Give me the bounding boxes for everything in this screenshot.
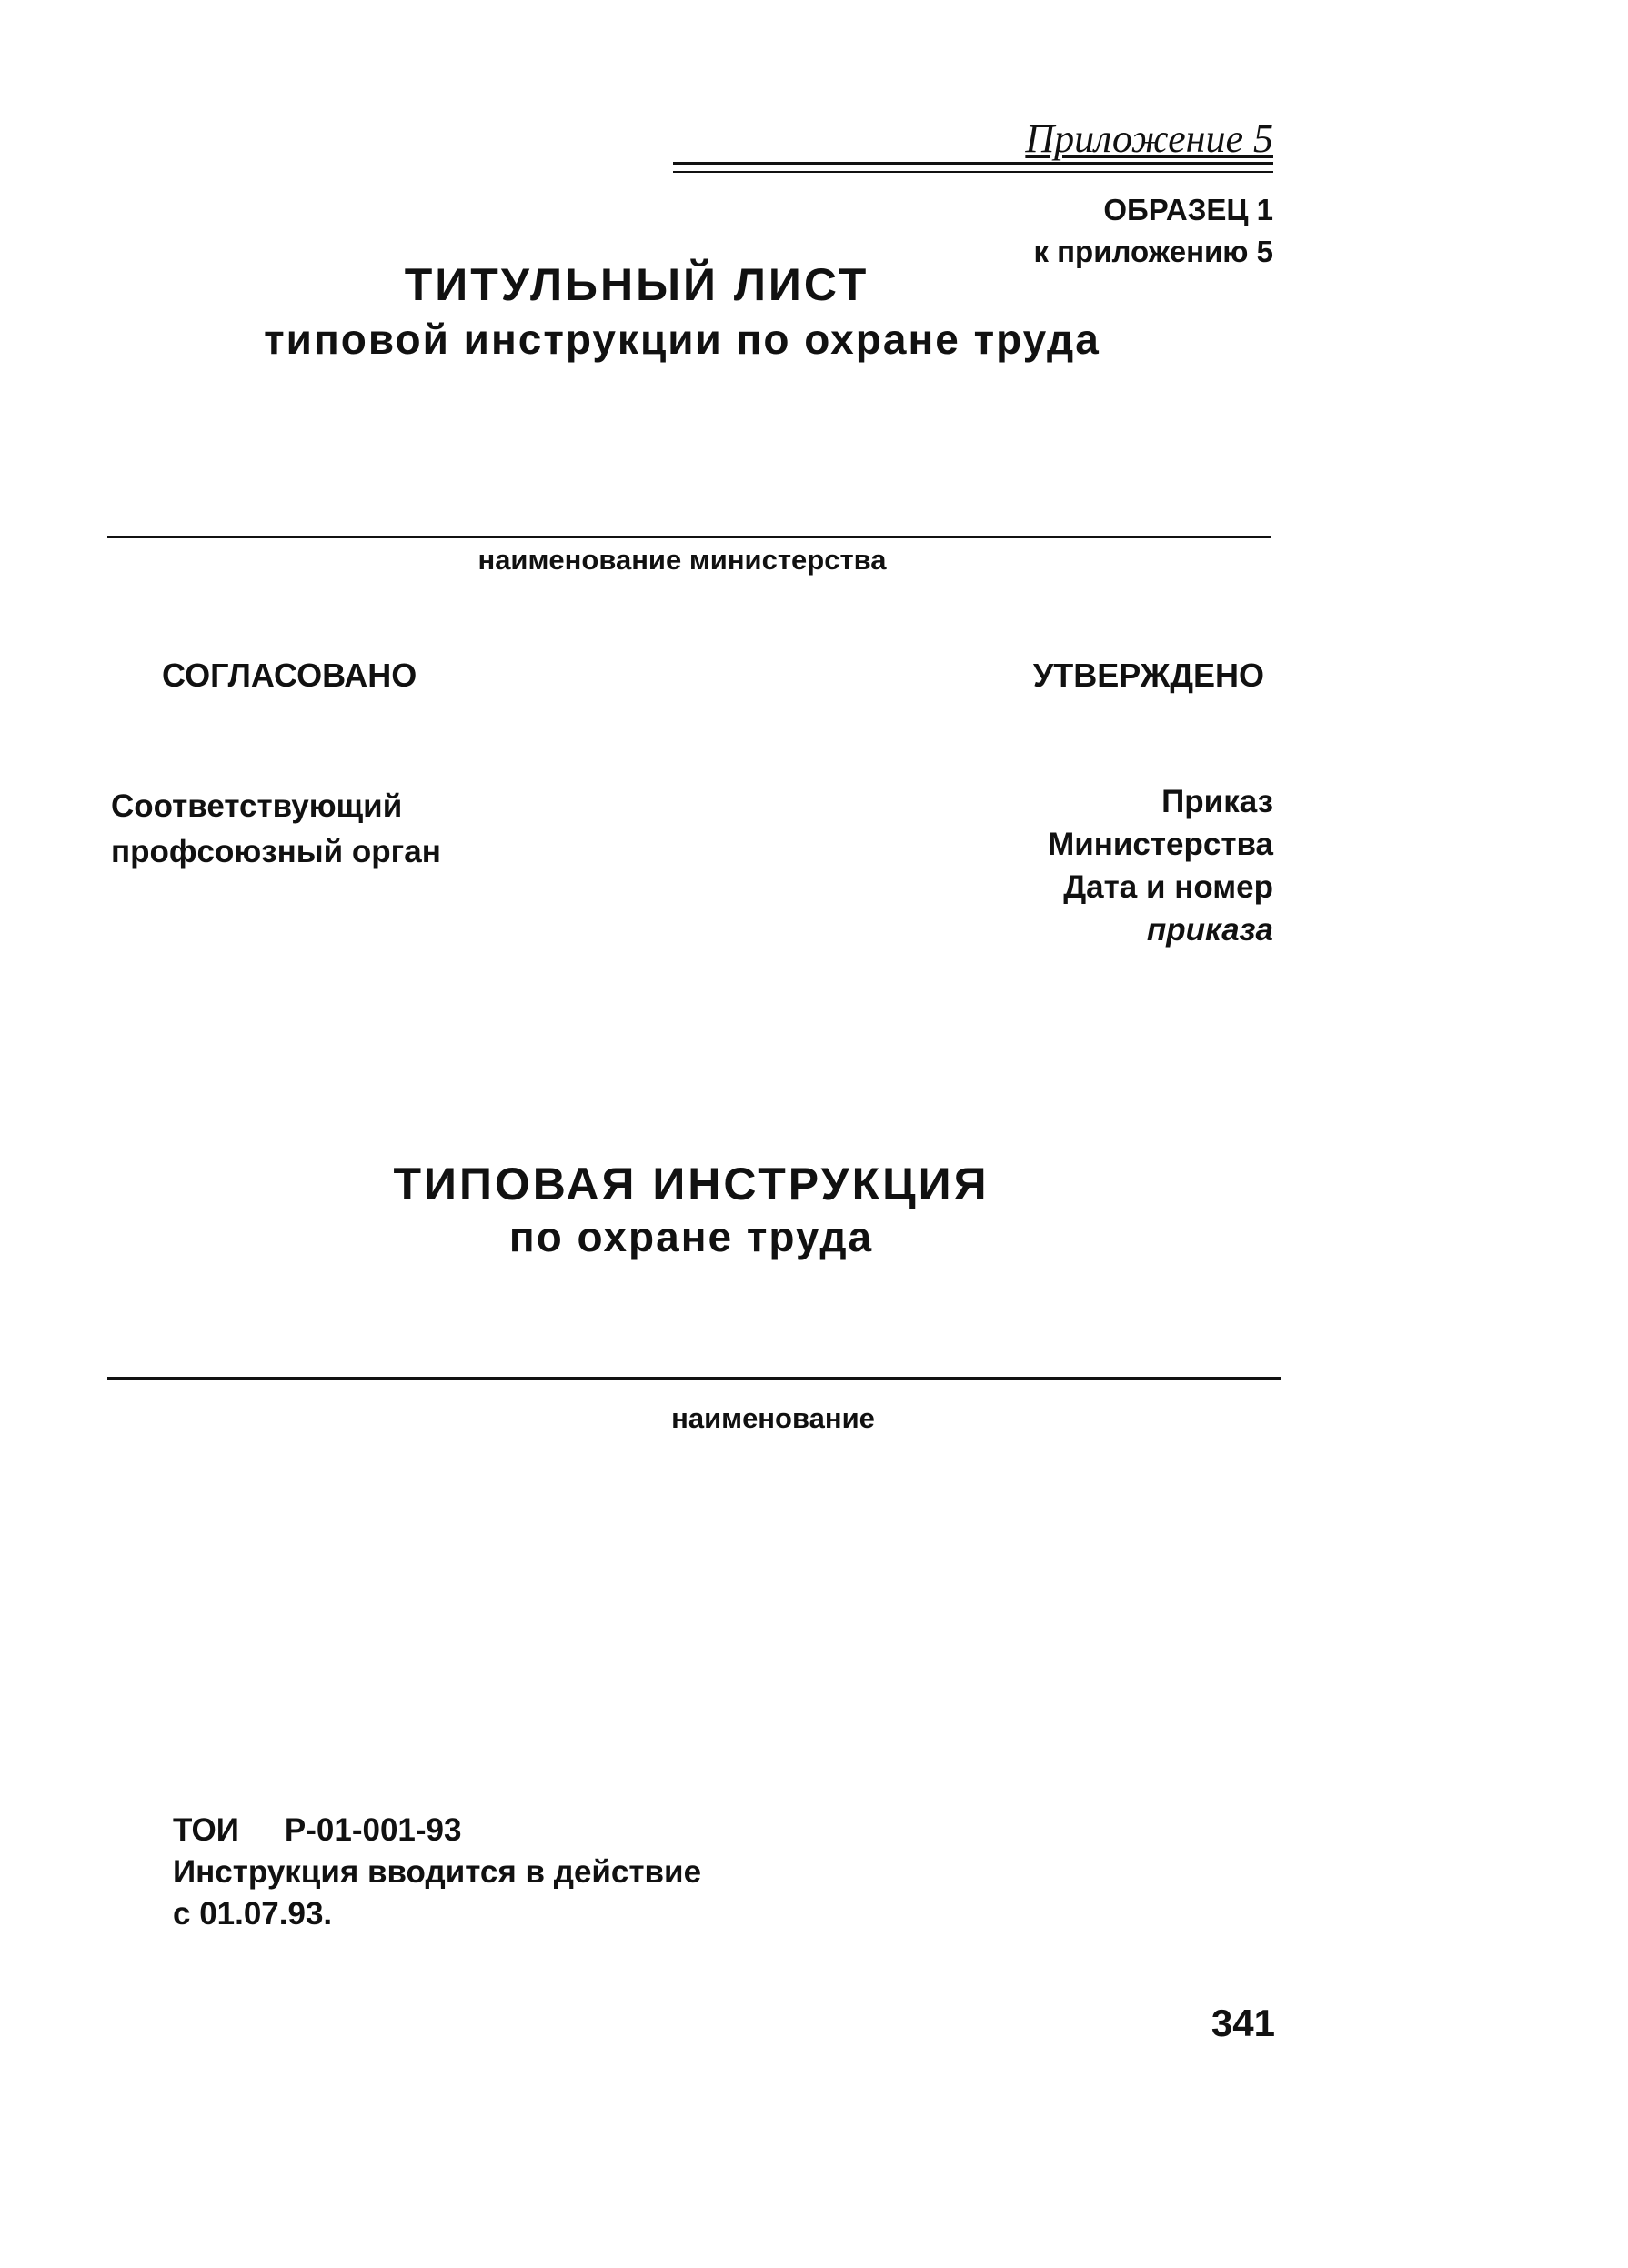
order-block bbox=[909, 780, 1273, 951]
order-line: Министерства bbox=[1048, 827, 1273, 862]
order-line: Дата и номер bbox=[1063, 869, 1273, 905]
union-body-line: Соответствующий bbox=[111, 788, 403, 824]
ministry-line bbox=[107, 536, 1271, 538]
instruction-name-caption: наименование bbox=[671, 1402, 875, 1434]
page-number: 341 bbox=[1211, 2002, 1275, 2044]
document-code-label: ТОИ bbox=[173, 1812, 239, 1848]
document-code bbox=[173, 1810, 461, 1852]
appendix-label: Приложение 5 bbox=[1025, 116, 1273, 161]
instruction-subtitle: по охране труда bbox=[508, 1213, 874, 1260]
effective-text: Инструкция вводится в действие bbox=[173, 1854, 702, 1890]
effective-date-block bbox=[173, 1852, 701, 1935]
order-line: приказа bbox=[1146, 912, 1273, 948]
appendix-rule-bottom bbox=[673, 171, 1273, 173]
effective-date: с 01.07.93. bbox=[173, 1896, 333, 1932]
sample-appendix-ref: к приложению 5 bbox=[1033, 235, 1273, 268]
instruction-name-line bbox=[107, 1377, 1281, 1380]
appendix-rule-top bbox=[673, 162, 1273, 165]
approved-heading: УТВЕРЖДЕНО bbox=[1032, 657, 1264, 694]
document-code-value: Р-01-001-93 bbox=[284, 1812, 462, 1848]
order-line: Приказ bbox=[1161, 784, 1273, 819]
sample-number: ОБРАЗЕЦ 1 bbox=[1103, 193, 1273, 226]
page-subtitle: типовой инструкции по охране труда bbox=[264, 316, 1100, 363]
instruction-title: ТИПОВАЯ ИНСТРУКЦИЯ bbox=[393, 1159, 990, 1209]
page-title: ТИТУЛЬНЫЙ ЛИСТ bbox=[404, 259, 869, 310]
agreed-heading: СОГЛАСОВАНО bbox=[162, 657, 417, 694]
union-body-block bbox=[111, 784, 441, 875]
union-body-line: профсоюзный орган bbox=[111, 834, 441, 869]
ministry-caption: наименование министерства bbox=[477, 544, 887, 576]
